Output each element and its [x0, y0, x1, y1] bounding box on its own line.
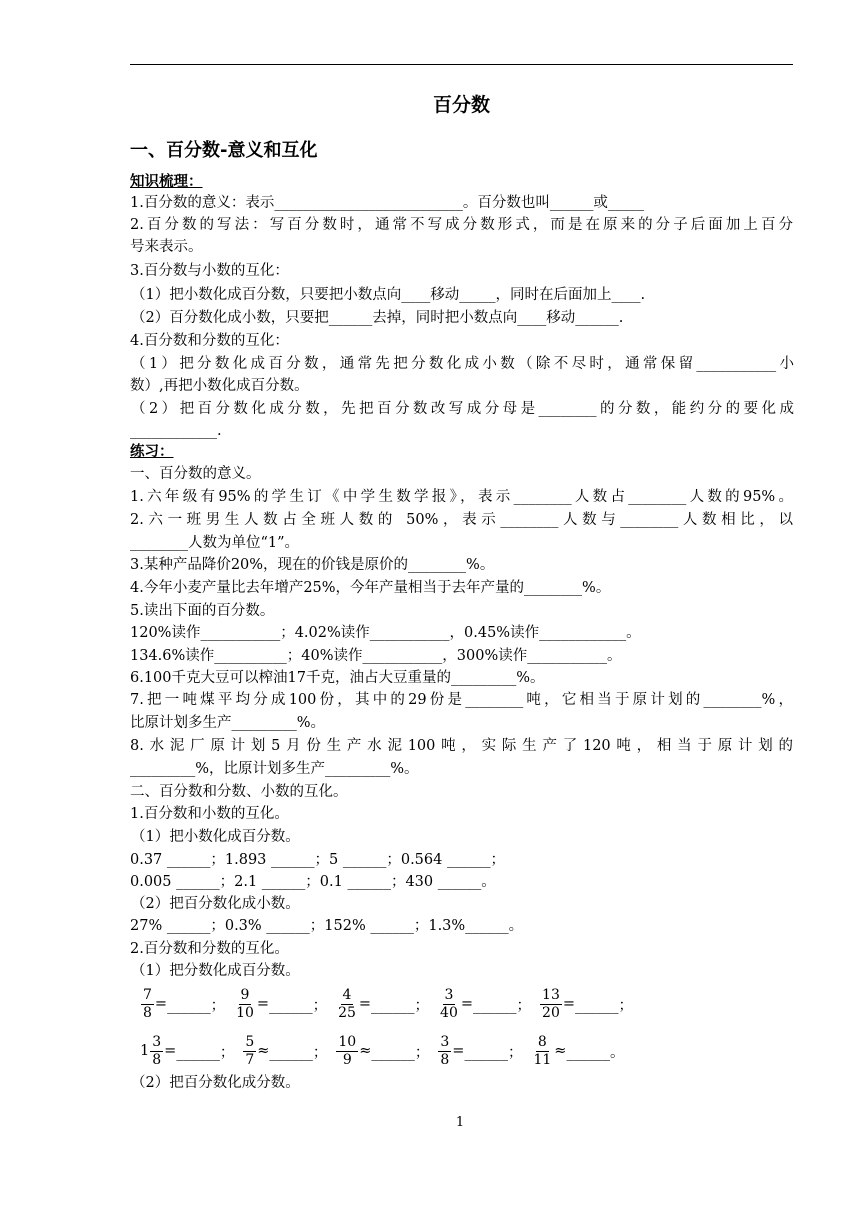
fraction-item: [335, 987, 429, 1022]
fraction-item: [539, 987, 633, 1022]
fraction-denominator: 20: [542, 1004, 560, 1021]
answer-blank: ______；: [575, 997, 634, 1014]
practice-heading-text: 练习：: [130, 444, 174, 460]
answer-blank: ______；: [167, 997, 226, 1014]
practice-heading: [130, 441, 793, 463]
practice-line: （1）把小数化成百分数。: [131, 829, 300, 845]
fraction-denominator: 11: [533, 1051, 552, 1068]
fraction: [336, 1034, 358, 1069]
fraction-operator: =: [460, 996, 474, 1012]
fraction-operator: =: [164, 1043, 177, 1059]
fraction-denominator: 8: [143, 1004, 152, 1021]
practice-line: 2.六一班男生人数占全班人数的 50%，表示________人数与________人数相比，以: [130, 512, 793, 528]
fraction-operator: =: [358, 996, 372, 1012]
fraction-item: [140, 987, 225, 1022]
fraction-numerator: 7: [143, 986, 152, 1003]
knowledge-heading: [130, 171, 793, 193]
fraction-item: [335, 1034, 429, 1069]
fraction-numerator: 3: [440, 1033, 450, 1050]
practice-line: 4.今年小麦产量比去年增产25%，今年产量相当于去年产量的________%。: [130, 580, 611, 596]
knowledge-line: （2）把百分数化成分数，先把百分数改写成分母是________的分数，能约分的要化成: [131, 401, 794, 417]
practice-line: 一、百分数的意义。: [130, 466, 261, 482]
fraction-numerator: 4: [342, 986, 352, 1003]
fraction-operator: =: [452, 1043, 465, 1059]
practice-line: 0.37 ______；1.893 ______；5 ______；0.564 ______；: [130, 852, 505, 868]
fraction-item: [233, 987, 327, 1022]
fraction-numerator: 10: [338, 1033, 357, 1050]
knowledge-heading-text: 知识梳理：: [130, 174, 203, 190]
section-heading: 一、百分数-意义和互化: [130, 140, 318, 161]
knowledge-line: 数）,再把小数化成百分数。: [130, 378, 309, 394]
fraction-numerator: 3: [444, 986, 454, 1003]
practice-line: 比原计划多生产_________%。: [130, 715, 326, 731]
fraction-item: [242, 1034, 327, 1069]
practice-line: （2）把百分数化成小数。: [131, 896, 300, 912]
fraction: [531, 1034, 553, 1069]
fraction-denominator: 7: [245, 1051, 255, 1068]
fraction-operator: ≈: [257, 1043, 270, 1059]
practice-line: 120%读作___________；4.02%读作___________，0.45%读作____________。: [130, 625, 641, 641]
practice-line: 1.六年级有95%的学生订《中学生数学报》，表示________人数占________人数的95%。: [130, 489, 793, 505]
fraction-operator: =: [256, 996, 270, 1012]
fraction-denominator: 25: [338, 1004, 356, 1021]
fraction-row: [140, 1030, 740, 1072]
answer-blank: ______；: [473, 997, 532, 1014]
practice-line: _________%，比原计划多生产_________%。: [130, 761, 419, 777]
fraction-denominator: 40: [440, 1004, 458, 1021]
fraction: [438, 987, 460, 1022]
fraction-numerator: 8: [537, 1033, 547, 1050]
fraction-operator: ≈: [359, 1043, 372, 1059]
fraction-item: [437, 987, 531, 1022]
answer-blank: ______；: [371, 997, 430, 1014]
fraction-operator: =: [154, 996, 168, 1012]
fraction-numerator: 5: [245, 1033, 255, 1050]
fraction-denominator: 9: [342, 1051, 352, 1068]
practice-line: 27% ______；0.3% ______；152% ______；1.3%______。: [130, 918, 524, 934]
practice-line: 2.百分数和分数的互化。: [130, 941, 289, 957]
fraction-whole: 1: [140, 1043, 150, 1059]
answer-blank: ______。: [566, 1044, 625, 1061]
fraction-item: [140, 1034, 234, 1069]
knowledge-line: （2）百分数化成小数，只要把______去掉，同时把小数点向____移动______.: [131, 310, 624, 326]
knowledge-line: （1）把分数化成百分数，通常先把分数化成小数（除不尽时，通常保留___________小: [131, 356, 794, 372]
knowledge-line: 4.百分数和分数的互化：: [130, 333, 289, 349]
fraction: [234, 987, 256, 1022]
answer-blank: ______；: [269, 997, 328, 1014]
fraction-item: [437, 1034, 522, 1069]
fraction-numerator: 13: [542, 986, 560, 1003]
fraction: [243, 1034, 256, 1069]
answer-blank: ______；: [269, 1044, 328, 1061]
practice-line: 5.读出下面的百分数。: [130, 603, 275, 619]
page-number: 1: [455, 1115, 465, 1130]
knowledge-line: 号来表示。: [130, 239, 203, 255]
fraction: [141, 987, 154, 1022]
answer-blank: ______；: [464, 1044, 523, 1061]
fraction: [336, 987, 358, 1022]
practice-line: 8.水泥厂原计划5月份生产水泥100吨，实际生产了120吨，相当于原计划的: [130, 738, 793, 754]
fraction-denominator: 8: [440, 1051, 450, 1068]
fraction-denominator: 10: [236, 1004, 254, 1021]
practice-line: 3.某种产品降价20%，现在的价钱是原价的________%。: [130, 557, 495, 573]
practice-line: 6.100千克大豆可以榨油17千克，油占大豆重量的_________%。: [130, 670, 545, 686]
practice-line: 二、百分数和分数、小数的互化。: [130, 784, 348, 800]
header-rule: [130, 64, 793, 65]
practice-line: 134.6%读作__________；40%读作___________，300%读作___________。: [130, 648, 622, 664]
knowledge-line: 2.百分数的写法：写百分数时，通常不写成分数形式，而是在原来的分子后面加上百分: [130, 217, 793, 233]
fraction-numerator: 9: [240, 986, 250, 1003]
fraction: [150, 1034, 163, 1069]
knowledge-line: 3.百分数与小数的互化：: [130, 263, 289, 279]
fraction: [438, 1034, 451, 1069]
fraction-numerator: 3: [152, 1033, 162, 1050]
practice-line: （2）把百分数化成分数。: [131, 1075, 300, 1091]
knowledge-line: 1.百分数的意义：表示__________________________。百分数也叫______或_____: [130, 195, 645, 211]
page-title: 百分数: [432, 94, 490, 116]
practice-line: 7.把一吨煤平均分成100份，其中的29份是________吨，它相当于原计划的________%，: [130, 692, 793, 708]
answer-blank: ______；: [176, 1044, 235, 1061]
knowledge-line: （1）把小数化成百分数，只要把小数点向____移动_____，同时在后面加上____.: [131, 287, 646, 303]
fraction-item: [530, 1034, 624, 1069]
fraction: [540, 987, 562, 1022]
answer-blank: ______；: [371, 1044, 430, 1061]
practice-line: （1）把分数化成百分数。: [131, 963, 300, 979]
fraction-row: [140, 983, 740, 1025]
practice-line: 1.百分数和小数的互化。: [130, 806, 289, 822]
fraction-operator: =: [562, 996, 576, 1012]
fraction-operator: ≈: [554, 1043, 567, 1059]
practice-line: ________人数为单位“1”。: [130, 535, 300, 551]
knowledge-line: ____________.: [130, 423, 222, 439]
practice-line: 0.005 ______；2.1 ______；0.1 ______；430 ______。: [130, 874, 496, 890]
fraction-denominator: 8: [152, 1051, 162, 1068]
